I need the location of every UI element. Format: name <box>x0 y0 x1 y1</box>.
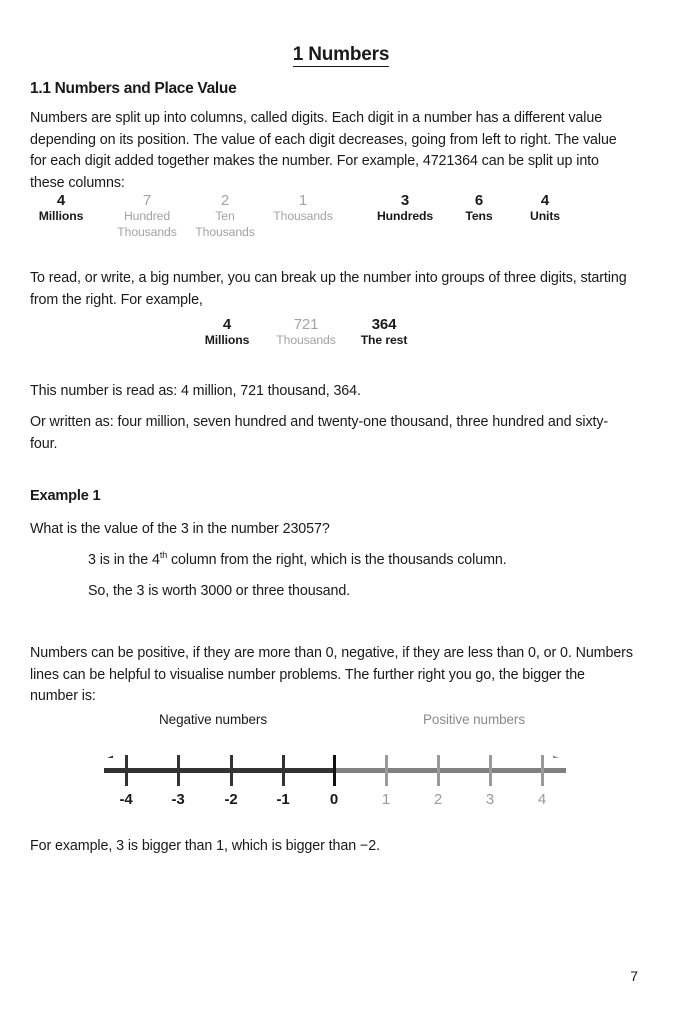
place-value-digit: 1 <box>298 192 308 209</box>
place-value-label: Units <box>530 209 560 223</box>
place-value-column <box>273 192 332 225</box>
number-line-tick <box>333 755 337 786</box>
paragraph-comparison-example: For example, 3 is bigger than 1, which is bigger than −2. <box>30 838 380 854</box>
place-value-column <box>465 192 492 225</box>
number-line-tick <box>177 755 180 786</box>
paragraph-written-as: Or written as: four million, seven hundred and twenty-one thousand, three hundred and sixty-four. <box>30 414 609 452</box>
place-value-label: Ten Thousands <box>195 209 255 239</box>
place-value-digit: 3 <box>400 192 410 209</box>
place-value-digit: 7 <box>142 192 152 209</box>
number-line-label: 0 <box>329 791 339 808</box>
grouping-column <box>205 316 250 349</box>
number-line-label: -2 <box>224 791 238 808</box>
number-line-tick <box>125 755 128 786</box>
place-value-label: Millions <box>38 209 84 223</box>
grouping-column <box>276 316 335 349</box>
number-line-tick <box>385 755 388 786</box>
number-line-tick <box>230 755 233 786</box>
paragraph-intro: Numbers are split up into columns, called digits. Each digit in a number has a different value depending on its position. The value of each digit decreases, going from left to right. The value for each digit added together makes the number. For example, 4721364 can be split up into these columns: <box>30 110 617 191</box>
place-value-digit: 2 <box>220 192 230 209</box>
grouping-digit: 4 <box>222 316 232 333</box>
number-line-label: -4 <box>119 791 133 808</box>
example-answer-line-2: So, the 3 is worth 3000 or three thousand. <box>88 583 351 599</box>
grouping-digit: 721 <box>293 316 319 333</box>
negative-direction-arrow-icon <box>100 756 283 759</box>
grouping-digit: 364 <box>371 316 397 333</box>
number-line-label: 4 <box>537 791 547 808</box>
number-line-diagram <box>0 700 682 820</box>
place-value-table <box>0 192 682 247</box>
grouping-label: The rest <box>360 333 408 347</box>
paragraph-read-as: This number is read as: 4 million, 721 thousand, 364. <box>30 383 361 399</box>
number-line-direction-arrows <box>0 728 682 758</box>
number-line-tick <box>541 755 544 786</box>
number-line-negative-bar <box>104 768 336 773</box>
place-value-label: Hundreds <box>376 209 434 223</box>
ordinal-suffix: th <box>159 550 168 561</box>
positive-direction-arrow-icon <box>383 756 566 759</box>
place-value-column <box>39 192 84 225</box>
paragraph-grouping-intro: To read, or write, a big number, you can break up the number into groups of three digits, starting from the right. For example, <box>30 270 627 308</box>
section-heading: 1.1 Numbers and Place Value <box>30 80 237 97</box>
number-line-tick <box>489 755 492 786</box>
place-value-digit: 4 <box>540 192 550 209</box>
number-line-label: -1 <box>276 791 290 808</box>
number-line-positive-bar <box>334 768 566 773</box>
positive-numbers-caption: Positive numbers <box>423 712 525 727</box>
place-value-column <box>377 192 433 225</box>
paragraph-positive-negative: Numbers can be positive, if they are more than 0, negative, if they are less than 0, or 0. Numbers lines can be helpful to visualise number problems. The further right you go, the bigger the number is: <box>30 645 633 704</box>
number-line-tick <box>437 755 440 786</box>
place-value-column <box>195 192 254 240</box>
grouping-column <box>361 316 408 349</box>
number-line-label: 2 <box>433 791 443 808</box>
place-value-label: Hundred Thousands <box>117 209 177 239</box>
number-line-label: 1 <box>381 791 391 808</box>
place-value-column <box>530 192 560 225</box>
page-title <box>0 44 682 66</box>
grouping-label: Millions <box>204 333 250 347</box>
place-value-digit: 6 <box>474 192 484 209</box>
grouping-table <box>0 316 682 361</box>
place-value-label: Tens <box>465 209 493 223</box>
example-answer-line-1 <box>88 550 648 572</box>
place-value-label: Thousands <box>273 209 333 223</box>
example-answer-suffix: column from the right, which is the thousands column. <box>167 552 507 568</box>
page-title-text: 1 Numbers <box>292 44 390 65</box>
number-line-label: -3 <box>171 791 185 808</box>
example-answer-prefix: 3 is in the 4 <box>88 552 160 568</box>
grouping-label: Thousands <box>276 333 336 347</box>
number-line-tick <box>282 755 285 786</box>
place-value-column <box>117 192 176 240</box>
place-value-digit: 4 <box>56 192 66 209</box>
negative-numbers-caption: Negative numbers <box>159 712 267 727</box>
example-question: What is the value of the 3 in the number 23057? <box>30 521 330 537</box>
number-line-label: 3 <box>485 791 495 808</box>
page-number: 7 <box>630 968 638 984</box>
example-heading: Example 1 <box>30 488 101 504</box>
